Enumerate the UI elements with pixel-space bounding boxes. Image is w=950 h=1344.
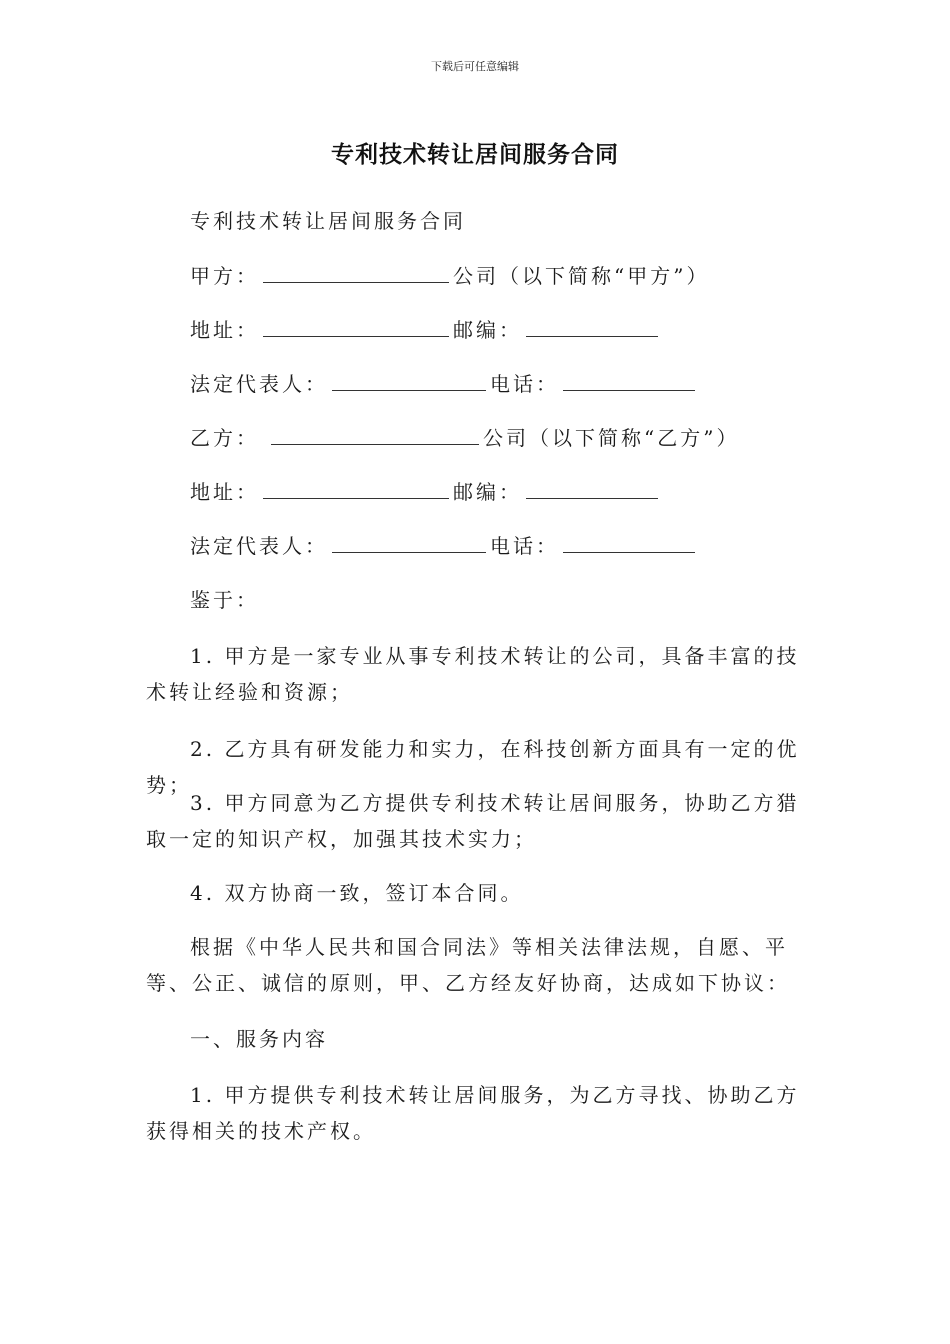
party-b-rep-blank[interactable] (332, 532, 486, 553)
party-b-name-blank[interactable] (271, 424, 479, 445)
section-heading: 一、服务内容 (190, 1027, 328, 1051)
document-title: 专利技术转让居间服务合同 (331, 142, 619, 168)
party-b-suffix: 公司（以下简称“乙方”） (483, 426, 740, 450)
party-b-postcode-blank[interactable] (526, 478, 658, 499)
party-b-phone-label: 电话： (490, 534, 559, 558)
party-a-rep-row (190, 370, 699, 398)
party-b-row (190, 424, 739, 452)
header-note: 下载后可任意编辑 (431, 60, 519, 73)
service-item: 1. 甲方提供专利技术转让居间服务，为乙方寻找、协助乙方获得相关的技术产权。 (146, 1083, 800, 1143)
party-b-address-row (190, 478, 662, 506)
party-a-suffix: 公司（以下简称“甲方”） (453, 264, 710, 288)
party-a-address-row (190, 316, 662, 344)
party-a-rep-blank[interactable] (332, 370, 486, 391)
party-b-label: 乙方： (190, 426, 259, 450)
party-b-postcode-label: 邮编： (453, 480, 522, 504)
party-b-address-blank[interactable] (263, 478, 449, 499)
party-a-address-blank[interactable] (263, 316, 449, 337)
party-a-phone-label: 电话： (490, 372, 559, 396)
document-subtitle: 专利技术转让居间服务合同 (190, 209, 466, 233)
party-b-rep-label: 法定代表人： (190, 534, 328, 558)
party-b-rep-row (190, 532, 699, 560)
legal-basis-paragraph: 根据《中华人民共和国合同法》等相关法律法规，自愿、平等、公正、诚信的原则，甲、乙方经友好协商，达成如下协议： (146, 935, 790, 995)
party-a-name-blank[interactable] (263, 262, 449, 283)
party-b-phone-blank[interactable] (563, 532, 695, 553)
whereas-item: 2. 乙方具有研发能力和实力，在科技创新方面具有一定的优势； (146, 737, 800, 797)
party-a-address-label: 地址： (190, 318, 259, 342)
party-a-phone-blank[interactable] (563, 370, 695, 391)
party-a-postcode-label: 邮编： (453, 318, 522, 342)
party-a-label: 甲方： (190, 264, 259, 288)
party-a-postcode-blank[interactable] (526, 316, 658, 337)
whereas-item: 4. 双方协商一致，签订本合同。 (190, 881, 524, 905)
whereas-item: 3. 甲方同意为乙方提供专利技术转让居间服务，协助乙方猎取一定的知识产权，加强其技术实力； (146, 791, 800, 851)
party-a-rep-label: 法定代表人： (190, 372, 328, 396)
party-b-address-label: 地址： (190, 480, 259, 504)
whereas-item: 1. 甲方是一家专业从事专利技术转让的公司，具备丰富的技术转让经验和资源； (146, 644, 800, 704)
whereas-label: 鉴于： (190, 588, 259, 612)
party-a-row (190, 262, 709, 290)
